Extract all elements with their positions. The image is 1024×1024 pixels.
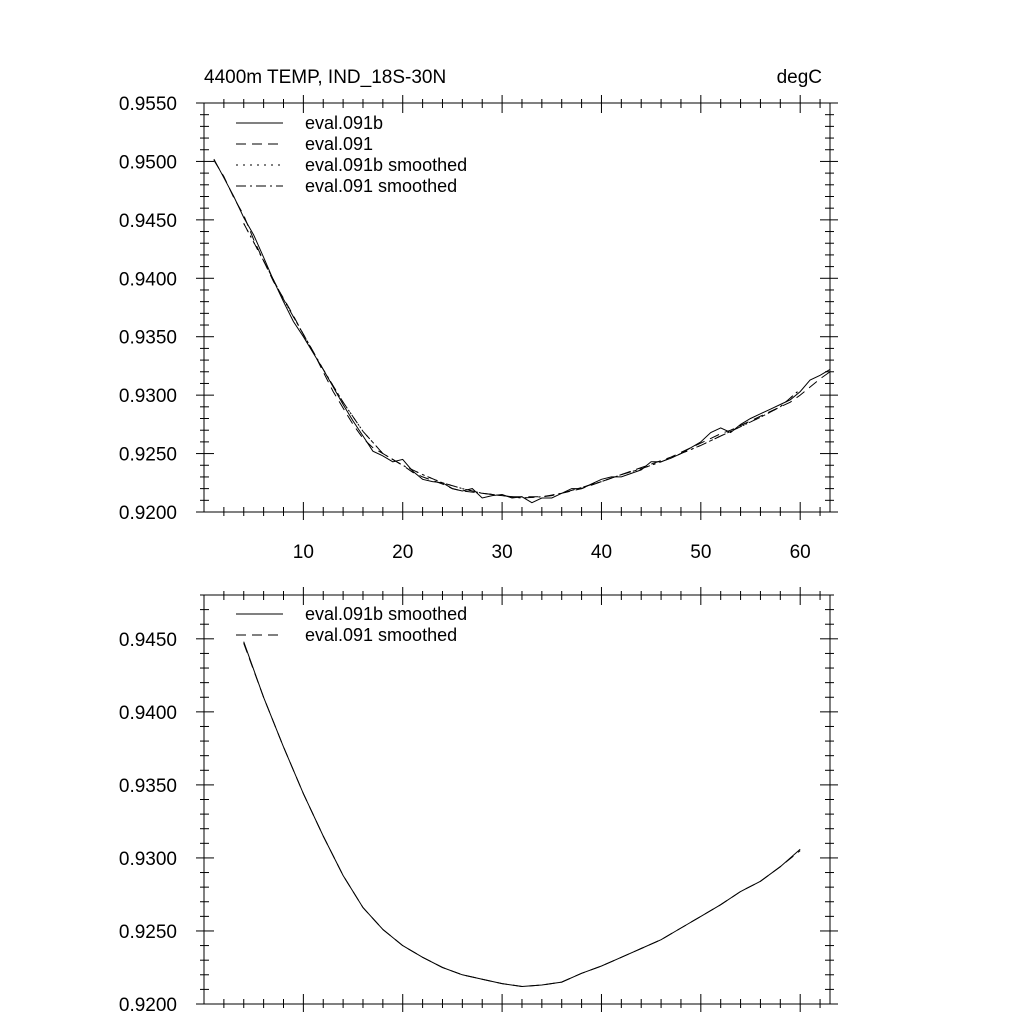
y-tick-label: 0.9450 xyxy=(118,210,177,232)
x-tick-label: 40 xyxy=(590,542,613,563)
x-tick-label: 10 xyxy=(292,542,314,563)
y-tick-label: 0.9250 xyxy=(118,921,177,943)
bottom-axes xyxy=(119,587,838,1016)
y-tick-label: 0.9200 xyxy=(118,503,177,524)
top-plot-frame xyxy=(204,103,830,512)
y-tick-label: 0.9550 xyxy=(118,94,177,115)
x-tick-label: 30 xyxy=(491,542,513,563)
y-tick-label: 0.9350 xyxy=(118,775,177,797)
bottom-chart xyxy=(119,587,838,1016)
y-tick-label: 0.9250 xyxy=(118,444,177,466)
series-line-eval-091b-smoothed xyxy=(244,223,801,498)
bottom-plot-frame xyxy=(204,595,830,1004)
y-tick-label: 0.9300 xyxy=(118,386,177,408)
x-tick-label: 60 xyxy=(789,542,811,563)
y-tick-label: 0.9350 xyxy=(118,327,177,349)
chart-title: 4400m TEMP, IND_18S-30N xyxy=(204,67,447,88)
legend-label: eval.091 smoothed xyxy=(305,176,458,196)
y-tick-label: 0.9500 xyxy=(118,152,177,174)
units-label: degC xyxy=(776,67,822,88)
legend-label: eval.091b smoothed xyxy=(305,604,468,624)
legend-label: eval.091b smoothed xyxy=(305,155,468,175)
series-line-eval-091 xyxy=(214,160,830,497)
series-line-eval-091b-smoothed xyxy=(244,642,801,987)
y-tick-label: 0.9300 xyxy=(118,848,177,870)
series-line-eval-091-smoothed xyxy=(244,223,801,498)
y-tick-label: 0.9450 xyxy=(118,629,177,651)
bottom-legend xyxy=(236,604,467,645)
y-tick-label: 0.9200 xyxy=(118,995,177,1016)
bottom-series xyxy=(244,642,801,987)
series-line-eval-091-smoothed xyxy=(244,643,801,986)
legend-label: eval.091b xyxy=(305,113,384,133)
legend-label: eval.091 xyxy=(305,134,374,154)
series-line-eval-091b xyxy=(214,159,830,503)
x-tick-label: 50 xyxy=(690,542,712,563)
top-axes xyxy=(119,94,838,563)
y-tick-label: 0.9400 xyxy=(118,269,177,291)
x-tick-label: 20 xyxy=(392,542,414,563)
top-legend xyxy=(236,113,467,196)
legend-label: eval.091 smoothed xyxy=(305,625,458,645)
top-chart xyxy=(119,67,838,563)
y-tick-label: 0.9400 xyxy=(118,702,177,724)
top-series xyxy=(214,159,830,503)
